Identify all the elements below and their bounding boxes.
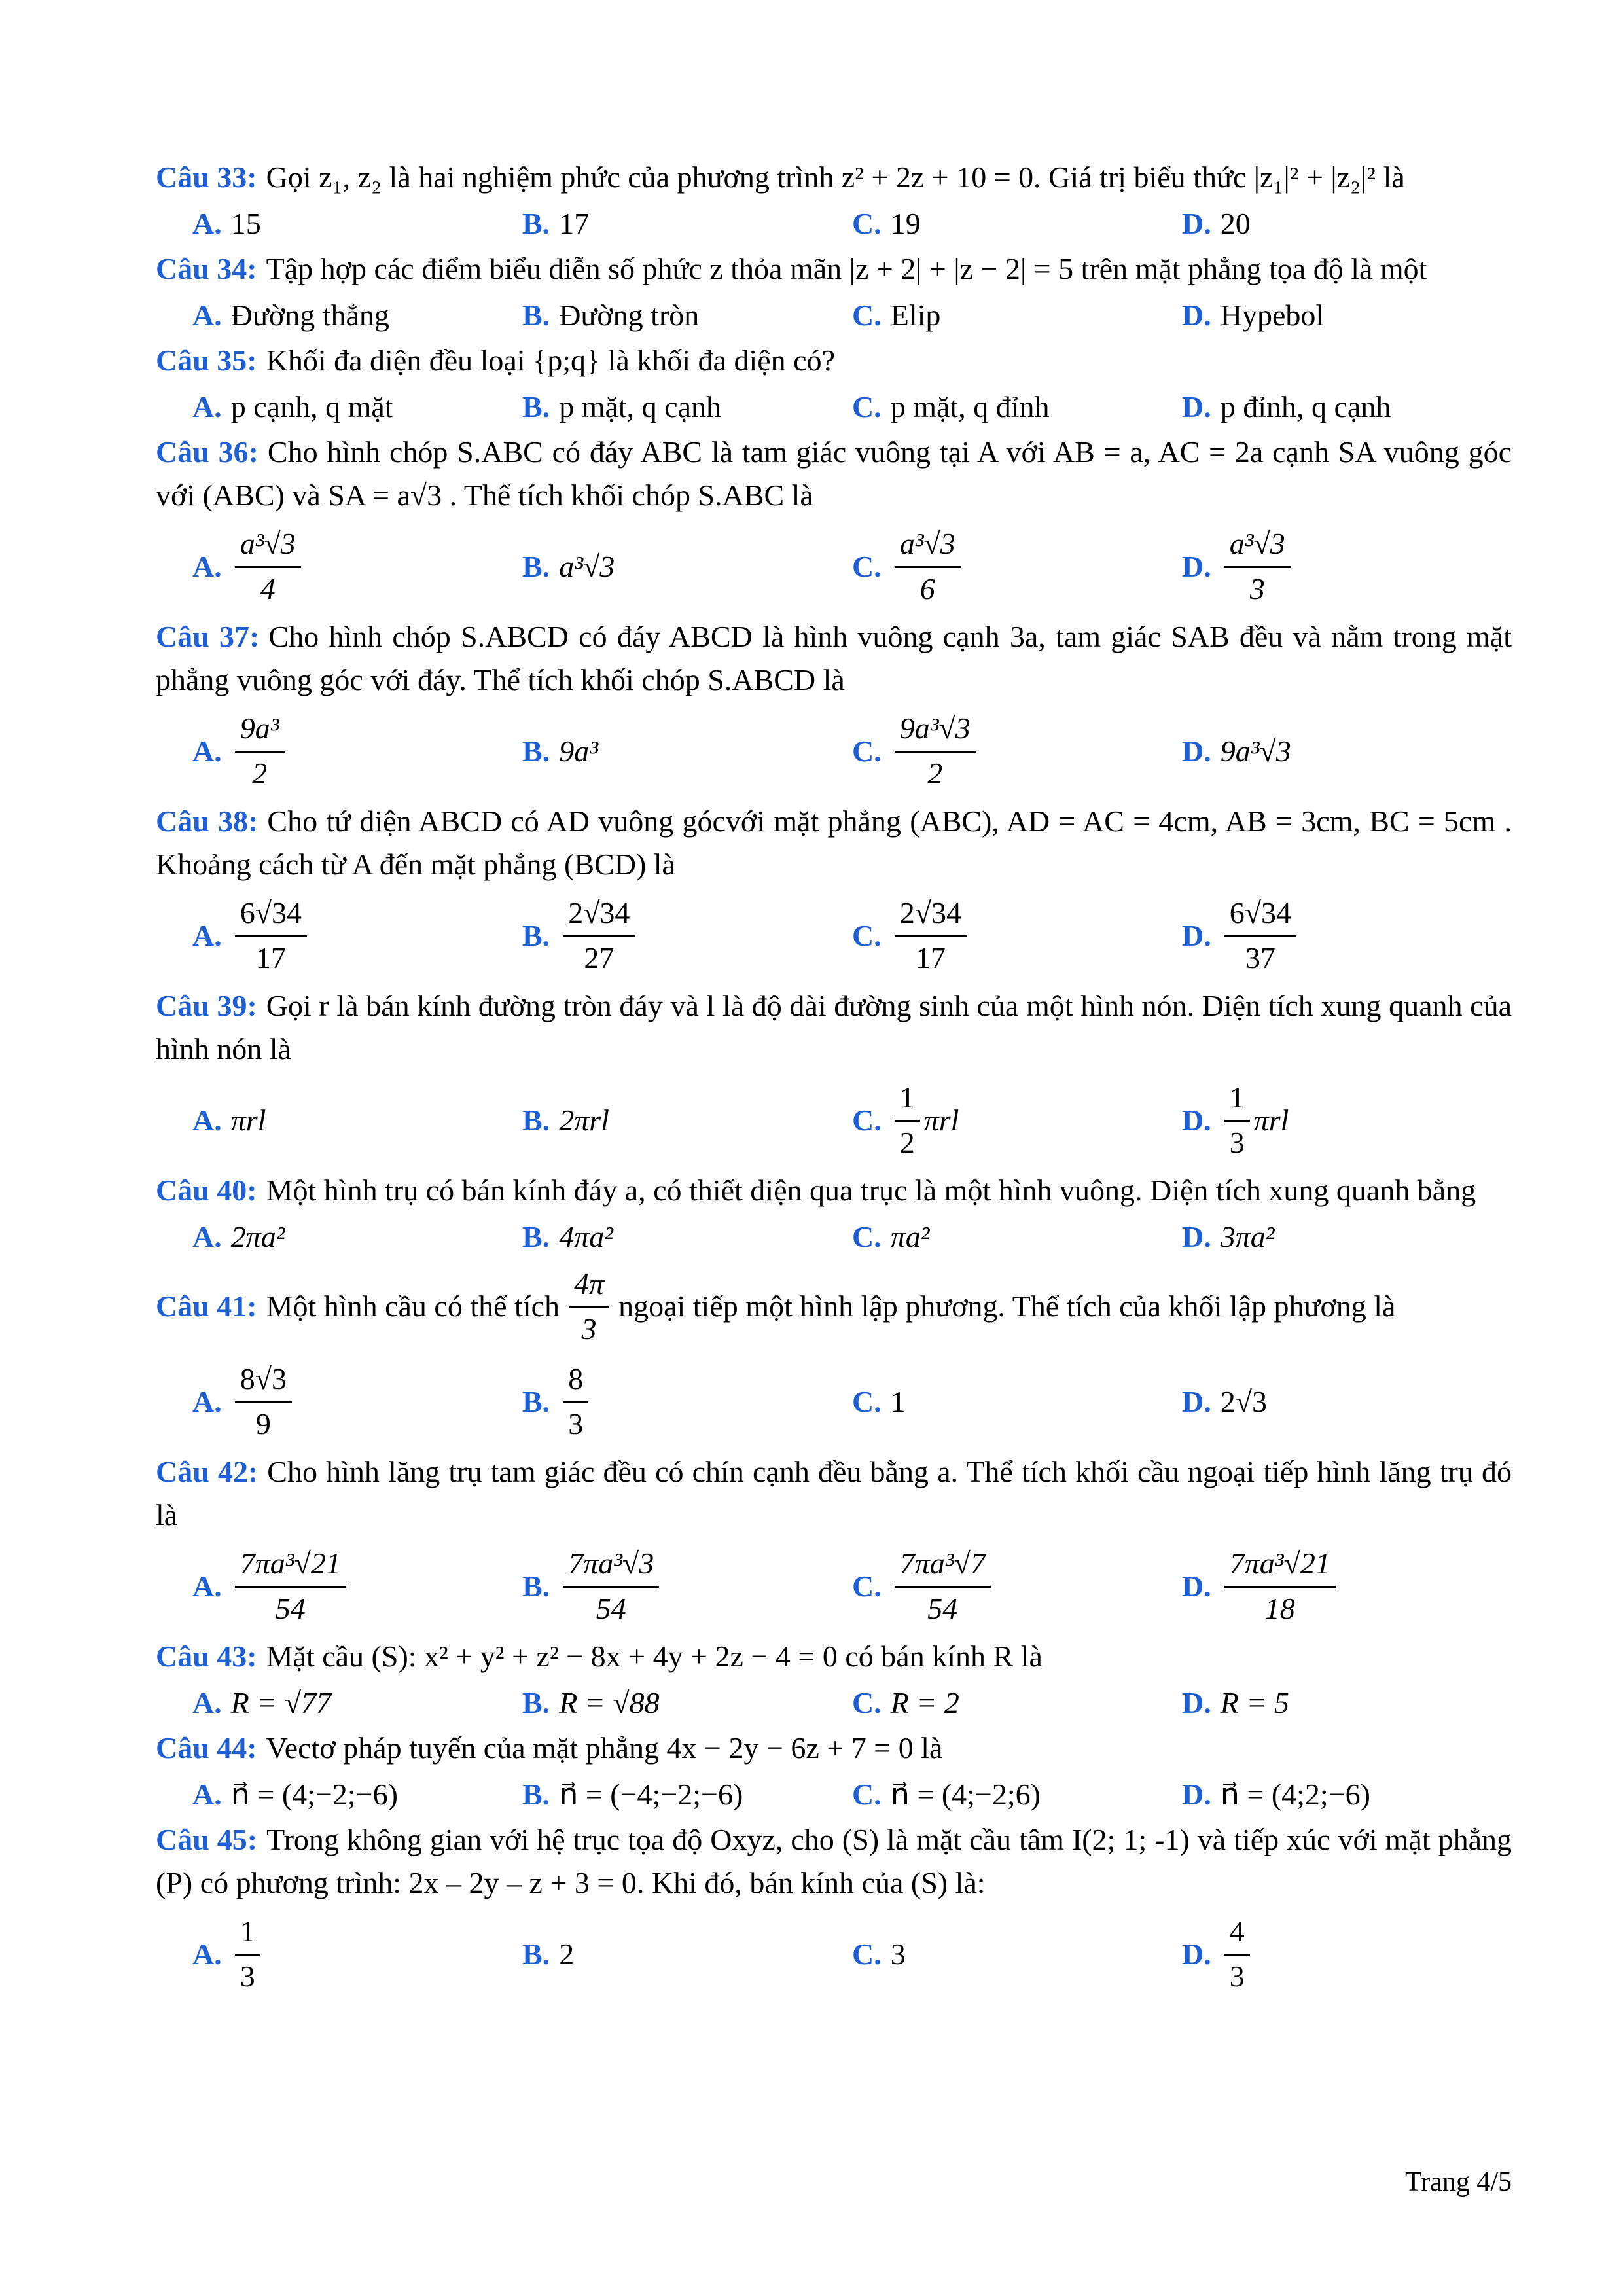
option-label: A. bbox=[192, 1219, 222, 1253]
option-text: Elip bbox=[890, 298, 941, 332]
options-row bbox=[156, 702, 1512, 800]
option-text: 2√3 bbox=[1220, 1384, 1267, 1418]
fraction bbox=[1224, 1545, 1336, 1627]
fraction bbox=[235, 1545, 346, 1627]
fraction-numerator: 7πa³√7 bbox=[895, 1545, 991, 1588]
option-text: 2 bbox=[559, 1937, 575, 1971]
option-c[interactable] bbox=[852, 517, 1182, 615]
fraction-numerator: 2√34 bbox=[563, 895, 635, 937]
options-row bbox=[156, 517, 1512, 615]
option-text: 3 bbox=[890, 1937, 906, 1971]
option-label: D. bbox=[1182, 549, 1211, 583]
option-label: D. bbox=[1182, 1103, 1211, 1137]
fraction-denominator: 17 bbox=[915, 941, 946, 975]
fraction bbox=[235, 1361, 292, 1443]
option-text: 2πa² bbox=[230, 1219, 285, 1253]
fraction bbox=[1224, 895, 1296, 977]
fraction-denominator: 4 bbox=[260, 571, 276, 605]
fraction bbox=[895, 710, 976, 792]
question-text: Cho hình chóp S.ABC có đáy ABC là tam giác vuông tại A với AB = a, AC = 2a cạnh SA vuông góc với (ABC) và SA = a√3 . Thể tích khối chóp S.ABC là bbox=[156, 435, 1512, 512]
option-text: 2πrl bbox=[559, 1103, 609, 1137]
option-label: C. bbox=[852, 1777, 882, 1811]
option-b[interactable] bbox=[522, 1905, 852, 2003]
question-text: Mặt cầu (S): x² + y² + z² − 8x + 4y + 2z − 4 = 0 có bán kính R là bbox=[266, 1640, 1043, 1673]
fraction bbox=[1224, 1079, 1250, 1161]
question-label: Câu 44: bbox=[156, 1731, 257, 1765]
option-label: B. bbox=[522, 298, 550, 332]
option-d[interactable] bbox=[1182, 1071, 1512, 1169]
option-d[interactable] bbox=[1182, 1212, 1512, 1261]
option-label: B. bbox=[522, 206, 550, 240]
question-text: Khối đa diện đều loại {p;q} là khối đa diện có? bbox=[266, 344, 835, 377]
option-label: D. bbox=[1182, 389, 1211, 423]
option-c[interactable] bbox=[852, 291, 1182, 339]
fraction-denominator: 6 bbox=[919, 571, 935, 605]
question-text: Gọi r là bán kính đường tròn đáy và l là độ dài đường sinh của một hình nón. Diện tích xung quanh của hình nón là bbox=[156, 989, 1512, 1066]
option-label: B. bbox=[522, 1685, 550, 1719]
fraction-denominator: 3 bbox=[1229, 1959, 1245, 1993]
option-c[interactable] bbox=[852, 1352, 1182, 1450]
question-36 bbox=[156, 431, 1512, 615]
option-c[interactable] bbox=[852, 1678, 1182, 1727]
fraction bbox=[895, 526, 961, 607]
option-label: C. bbox=[852, 734, 882, 768]
option-label: C. bbox=[852, 1384, 882, 1418]
fraction-numerator: 1 bbox=[895, 1079, 920, 1122]
question-label: Câu 40: bbox=[156, 1174, 257, 1207]
option-a[interactable] bbox=[192, 1537, 522, 1635]
question-text: Một hình cầu có thể tích bbox=[266, 1289, 560, 1323]
option-text: n⃗ = (4;−2;−6) bbox=[230, 1778, 398, 1811]
option-label: C. bbox=[852, 918, 882, 952]
options-row bbox=[156, 1352, 1512, 1450]
fraction-denominator: 54 bbox=[927, 1591, 958, 1625]
fraction bbox=[235, 1913, 260, 1995]
options-row bbox=[156, 382, 1512, 431]
fraction-denominator: 3 bbox=[568, 1407, 584, 1441]
option-text: 9a³√3 bbox=[1220, 734, 1291, 768]
option-label: A. bbox=[192, 389, 222, 423]
fraction bbox=[235, 526, 301, 607]
fraction bbox=[1224, 1913, 1250, 1995]
option-d[interactable] bbox=[1182, 199, 1512, 247]
option-label: B. bbox=[522, 1103, 550, 1137]
option-d[interactable] bbox=[1182, 1678, 1512, 1727]
option-label: D. bbox=[1182, 1937, 1211, 1971]
option-d[interactable] bbox=[1182, 382, 1512, 431]
question-34 bbox=[156, 247, 1512, 339]
option-text: n⃗ = (−4;−2;−6) bbox=[559, 1778, 743, 1811]
option-d[interactable] bbox=[1182, 886, 1512, 984]
fraction-numerator: 9a³√3 bbox=[895, 710, 976, 753]
option-c[interactable] bbox=[852, 1537, 1182, 1635]
question-43 bbox=[156, 1635, 1512, 1727]
fraction-numerator: 8√3 bbox=[235, 1361, 292, 1403]
option-text: p cạnh, q mặt bbox=[230, 389, 393, 423]
fraction bbox=[235, 895, 307, 977]
fraction-denominator: 54 bbox=[275, 1591, 306, 1625]
option-text: p mặt, q đỉnh bbox=[890, 389, 1050, 423]
option-label: D. bbox=[1182, 298, 1211, 332]
option-label: D. bbox=[1182, 918, 1211, 952]
options-row bbox=[156, 1071, 1512, 1169]
option-label: C. bbox=[852, 1219, 882, 1253]
options-row bbox=[156, 886, 1512, 984]
fraction-denominator: 27 bbox=[584, 941, 615, 975]
option-b[interactable] bbox=[522, 517, 852, 615]
option-label: B. bbox=[522, 389, 550, 423]
option-label: C. bbox=[852, 549, 882, 583]
option-label: C. bbox=[852, 298, 882, 332]
option-a[interactable] bbox=[192, 1905, 522, 2003]
question-label: Câu 34: bbox=[156, 252, 257, 285]
option-text: πa² bbox=[890, 1219, 930, 1253]
option-a[interactable] bbox=[192, 291, 522, 339]
fraction-numerator: 2√34 bbox=[895, 895, 967, 937]
question-label: Câu 33: bbox=[156, 160, 257, 194]
option-label: C. bbox=[852, 1937, 882, 1971]
option-label: A. bbox=[192, 1685, 222, 1719]
option-text: 20 bbox=[1220, 206, 1251, 240]
options-row bbox=[156, 199, 1512, 247]
option-c[interactable] bbox=[852, 199, 1182, 247]
option-label: D. bbox=[1182, 1569, 1211, 1603]
option-label: D. bbox=[1182, 1685, 1211, 1719]
fraction-numerator: 4 bbox=[1224, 1913, 1250, 1956]
option-text: 17 bbox=[559, 206, 590, 240]
option-d[interactable] bbox=[1182, 702, 1512, 800]
question-text: Cho tứ diện ABCD có AD vuông gócvới mặt phẳng (ABC), AD = AC = 4cm, AB = 3cm, BC = 5cm . Khoảng cách từ A đến mặt phẳng (BCD) là bbox=[156, 804, 1512, 881]
question-text: Trong không gian với hệ trục tọa độ Oxyz, cho (S) là mặt cầu tâm I(2; 1; -1) và tiếp xúc với mặt phẳng (P) có phương trình: 2x – 2y – z + 3 = 0. Khi đó, bán kính của (S) là: bbox=[156, 1823, 1512, 1899]
fraction bbox=[1224, 526, 1291, 607]
option-text: πrl bbox=[923, 1103, 959, 1137]
option-label: B. bbox=[522, 1777, 550, 1811]
options-row bbox=[156, 1678, 1512, 1727]
option-b[interactable] bbox=[522, 1212, 852, 1261]
option-text: p mặt, q cạnh bbox=[559, 389, 721, 423]
question-label: Câu 39: bbox=[156, 989, 257, 1022]
option-b[interactable] bbox=[522, 1352, 852, 1450]
option-label: C. bbox=[852, 389, 882, 423]
fraction-numerator: 8 bbox=[563, 1361, 588, 1403]
option-text: Hypebol bbox=[1220, 298, 1325, 332]
question-label: Câu 36: bbox=[156, 435, 259, 469]
fraction bbox=[235, 710, 285, 792]
fraction-numerator: 1 bbox=[1224, 1079, 1250, 1122]
fraction bbox=[895, 1545, 991, 1627]
option-b[interactable] bbox=[522, 199, 852, 247]
fraction bbox=[563, 895, 635, 977]
option-b[interactable] bbox=[522, 291, 852, 339]
options-row bbox=[156, 291, 1512, 339]
option-a[interactable] bbox=[192, 1770, 522, 1818]
option-c[interactable] bbox=[852, 886, 1182, 984]
option-a[interactable] bbox=[192, 199, 522, 247]
fraction-numerator: 9a³ bbox=[235, 710, 285, 753]
option-text: πrl bbox=[1253, 1103, 1289, 1137]
option-label: A. bbox=[192, 549, 222, 583]
option-text: a³√3 bbox=[559, 549, 615, 583]
fraction-denominator: 2 bbox=[899, 1125, 915, 1159]
question-label: Câu 38: bbox=[156, 804, 259, 838]
option-text: n⃗ = (4;2;−6) bbox=[1220, 1778, 1370, 1811]
option-text: R = √77 bbox=[230, 1685, 332, 1719]
fraction-denominator: 54 bbox=[596, 1591, 626, 1625]
question-41 bbox=[156, 1261, 1512, 1450]
option-label: A. bbox=[192, 1384, 222, 1418]
fraction-denominator: 3 bbox=[1229, 1125, 1245, 1159]
option-b[interactable] bbox=[522, 886, 852, 984]
options-row bbox=[156, 1537, 1512, 1635]
question-label: Câu 42: bbox=[156, 1455, 259, 1488]
exam-page bbox=[156, 156, 1512, 2003]
question-label: Câu 35: bbox=[156, 344, 257, 377]
option-label: B. bbox=[522, 549, 550, 583]
fraction bbox=[563, 1545, 659, 1627]
question-33 bbox=[156, 156, 1512, 247]
option-text: 3πa² bbox=[1220, 1219, 1275, 1253]
question-text: Một hình trụ có bán kính đáy a, có thiết diện qua trục là một hình vuông. Diện tích xung quanh bằng bbox=[266, 1174, 1476, 1207]
option-c[interactable] bbox=[852, 1770, 1182, 1818]
question-label: Câu 37: bbox=[156, 620, 260, 653]
option-label: B. bbox=[522, 734, 550, 768]
fraction-numerator: a³√3 bbox=[235, 526, 301, 568]
option-c[interactable] bbox=[852, 382, 1182, 431]
option-d[interactable] bbox=[1182, 291, 1512, 339]
fraction-numerator: a³√3 bbox=[1224, 526, 1291, 568]
option-a[interactable] bbox=[192, 886, 522, 984]
options-row bbox=[156, 1770, 1512, 1818]
option-label: B. bbox=[522, 1569, 550, 1603]
option-d[interactable] bbox=[1182, 1537, 1512, 1635]
option-c[interactable] bbox=[852, 1212, 1182, 1261]
option-text: πrl bbox=[230, 1103, 266, 1137]
option-text: 1 bbox=[890, 1384, 906, 1418]
option-d[interactable] bbox=[1182, 1770, 1512, 1818]
option-text: R = 2 bbox=[890, 1685, 959, 1719]
question-text: Tập hợp các điểm biểu diễn số phức z thỏa mãn |z + 2| + |z − 2| = 5 trên mặt phẳng tọa độ là một bbox=[266, 252, 1427, 285]
option-b[interactable] bbox=[522, 702, 852, 800]
option-label: A. bbox=[192, 918, 222, 952]
option-c[interactable] bbox=[852, 702, 1182, 800]
fraction-denominator: 17 bbox=[255, 941, 286, 975]
question-text: ngoại tiếp một hình lập phương. Thể tích của khối lập phương là bbox=[618, 1289, 1396, 1323]
option-d[interactable] bbox=[1182, 1905, 1512, 2003]
option-b[interactable] bbox=[522, 1537, 852, 1635]
question-label: Câu 43: bbox=[156, 1640, 257, 1673]
option-text: p đỉnh, q cạnh bbox=[1220, 389, 1391, 423]
option-label: A. bbox=[192, 1937, 222, 1971]
option-b[interactable] bbox=[522, 1678, 852, 1727]
option-text: R = 5 bbox=[1220, 1685, 1289, 1719]
option-d[interactable] bbox=[1182, 1352, 1512, 1450]
option-label: B. bbox=[522, 1219, 550, 1253]
options-row bbox=[156, 1905, 1512, 2003]
option-text: 4πa² bbox=[559, 1219, 614, 1253]
fraction-numerator: 6√34 bbox=[235, 895, 307, 937]
fraction-numerator: 7πa³√21 bbox=[1224, 1545, 1336, 1588]
question-label: Câu 41: bbox=[156, 1289, 257, 1323]
option-a[interactable] bbox=[192, 1678, 522, 1727]
fraction bbox=[563, 1361, 588, 1443]
option-label: B. bbox=[522, 1384, 550, 1418]
option-c[interactable] bbox=[852, 1071, 1182, 1169]
question-label: Câu 45: bbox=[156, 1823, 258, 1856]
fraction-numerator: 7πa³√3 bbox=[563, 1545, 659, 1588]
option-label: D. bbox=[1182, 1384, 1211, 1418]
option-text: Đường tròn bbox=[559, 298, 700, 332]
option-label: C. bbox=[852, 206, 882, 240]
fraction-numerator: 4π bbox=[569, 1266, 609, 1308]
option-label: D. bbox=[1182, 1777, 1211, 1811]
option-a[interactable] bbox=[192, 702, 522, 800]
option-label: A. bbox=[192, 206, 222, 240]
fraction-denominator: 2 bbox=[252, 756, 268, 790]
fraction-denominator: 3 bbox=[1249, 571, 1265, 605]
question-42 bbox=[156, 1450, 1512, 1635]
option-label: C. bbox=[852, 1103, 882, 1137]
question-44 bbox=[156, 1727, 1512, 1818]
options-row bbox=[156, 1212, 1512, 1261]
fraction bbox=[895, 895, 967, 977]
option-c[interactable] bbox=[852, 1905, 1182, 2003]
question-45 bbox=[156, 1818, 1512, 2003]
option-b[interactable] bbox=[522, 382, 852, 431]
fraction-numerator: 1 bbox=[235, 1913, 260, 1956]
question-35 bbox=[156, 339, 1512, 431]
option-d[interactable] bbox=[1182, 517, 1512, 615]
option-label: A. bbox=[192, 298, 222, 332]
fraction-denominator: 18 bbox=[1264, 1591, 1295, 1625]
option-label: D. bbox=[1182, 1219, 1211, 1253]
question-text: Vectơ pháp tuyến của mặt phẳng 4x − 2y − 6z + 7 = 0 là bbox=[266, 1731, 943, 1765]
fraction-denominator: 9 bbox=[255, 1407, 271, 1441]
fraction-denominator: 2 bbox=[927, 756, 943, 790]
option-label: D. bbox=[1182, 206, 1211, 240]
option-a[interactable] bbox=[192, 517, 522, 615]
fraction-denominator: 3 bbox=[240, 1959, 255, 1993]
option-label: A. bbox=[192, 734, 222, 768]
question-37 bbox=[156, 615, 1512, 800]
fraction-denominator: 3 bbox=[581, 1312, 597, 1346]
option-label: C. bbox=[852, 1569, 882, 1603]
option-text: 19 bbox=[890, 206, 921, 240]
fraction bbox=[895, 1079, 920, 1161]
question-38 bbox=[156, 800, 1512, 984]
option-a[interactable] bbox=[192, 1352, 522, 1450]
option-label: B. bbox=[522, 918, 550, 952]
option-label: B. bbox=[522, 1937, 550, 1971]
question-text: Cho hình lăng trụ tam giác đều có chín cạnh đều bằng a. Thể tích khối cầu ngoại tiếp hình lăng trụ đó là bbox=[156, 1455, 1512, 1532]
option-label: D. bbox=[1182, 734, 1211, 768]
option-label: A. bbox=[192, 1103, 222, 1137]
option-text: 9a³ bbox=[559, 734, 598, 768]
fraction bbox=[569, 1266, 609, 1348]
option-a[interactable] bbox=[192, 382, 522, 431]
question-text: Cho hình chóp S.ABCD có đáy ABCD là hình vuông cạnh 3a, tam giác SAB đều và nằm trong mặt phẳng vuông góc với đáy. Thể tích khối chóp S.ABCD là bbox=[156, 620, 1512, 696]
option-label: A. bbox=[192, 1569, 222, 1603]
fraction-numerator: 7πa³√21 bbox=[235, 1545, 346, 1588]
fraction-denominator: 37 bbox=[1245, 941, 1275, 975]
option-a[interactable] bbox=[192, 1071, 522, 1169]
option-text: 15 bbox=[230, 206, 261, 240]
option-text: n⃗ = (4;−2;6) bbox=[890, 1778, 1041, 1811]
fraction-numerator: 6√34 bbox=[1224, 895, 1296, 937]
question-40 bbox=[156, 1169, 1512, 1261]
question-39 bbox=[156, 984, 1512, 1169]
fraction-numerator: a³√3 bbox=[895, 526, 961, 568]
page-number: Trang 4/5 bbox=[1405, 2167, 1512, 2197]
question-text: Gọi z₁, z₂ là hai nghiệm phức của phương trình z² + 2z + 10 = 0. Giá trị biểu thức |z₁|² + |z₂|² là bbox=[266, 160, 1405, 194]
option-b[interactable] bbox=[522, 1071, 852, 1169]
option-label: A. bbox=[192, 1777, 222, 1811]
option-a[interactable] bbox=[192, 1212, 522, 1261]
option-label: C. bbox=[852, 1685, 882, 1719]
option-b[interactable] bbox=[522, 1770, 852, 1818]
option-text: R = √88 bbox=[559, 1685, 660, 1719]
option-text: Đường thẳng bbox=[230, 298, 389, 332]
